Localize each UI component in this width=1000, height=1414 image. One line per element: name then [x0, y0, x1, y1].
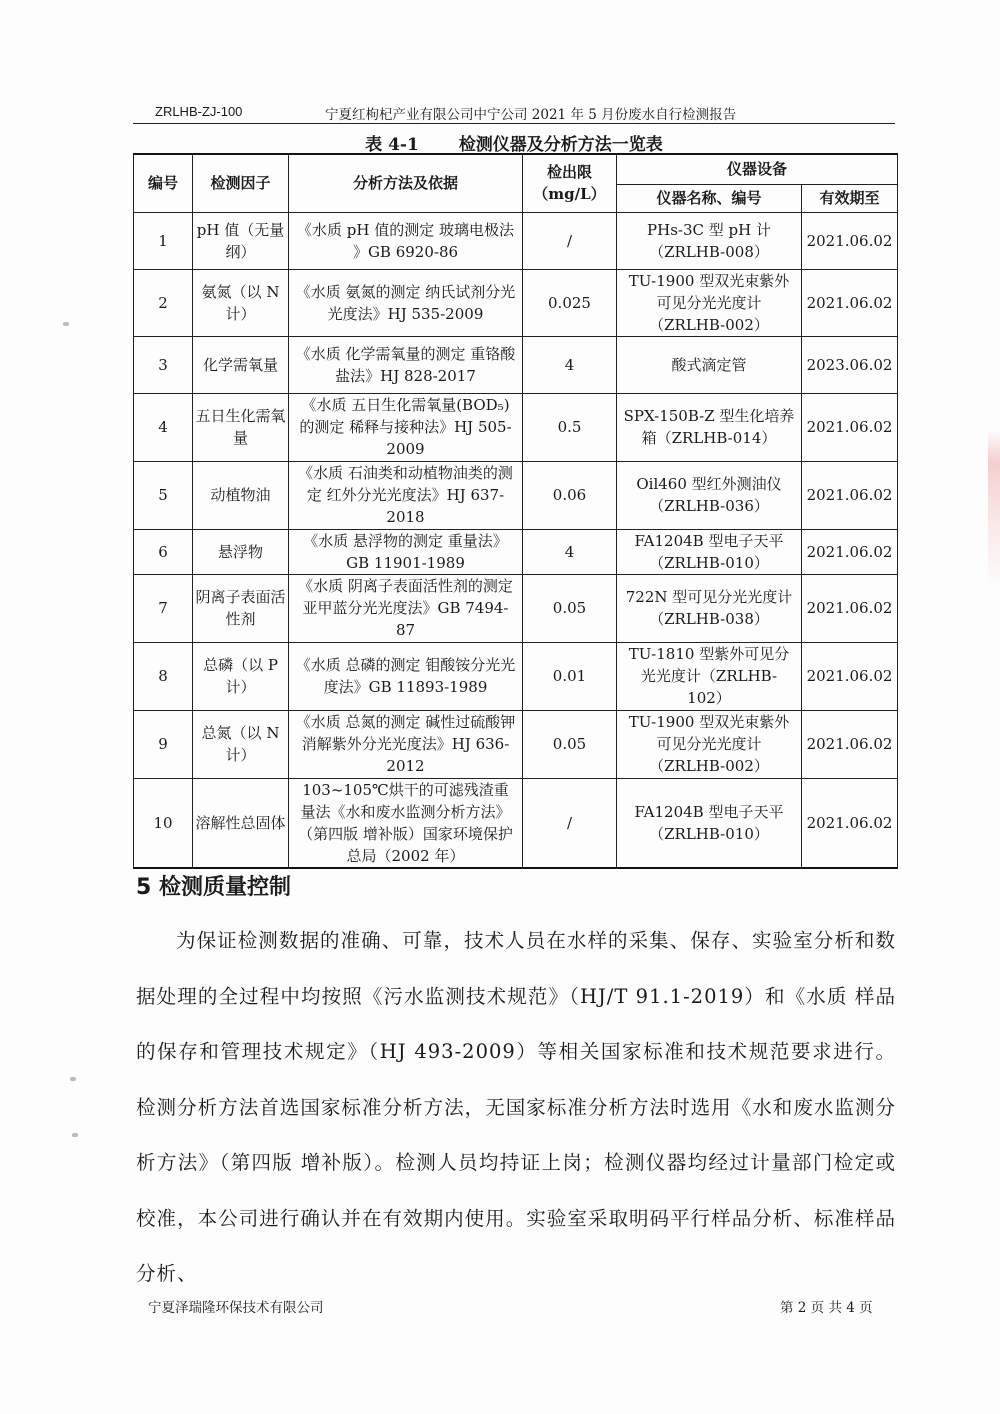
cell-limit: 0.01	[523, 642, 617, 710]
cell-no: 5	[134, 461, 193, 529]
cell-no: 2	[134, 269, 193, 336]
cell-factor: pH 值（无量纲）	[193, 212, 289, 269]
cell-no: 10	[134, 778, 193, 868]
report-code: ZRLHB-ZJ-100	[155, 104, 243, 119]
cell-factor: 氨氮（以 N 计）	[193, 269, 289, 336]
cell-equipment: SPX-150B-Z 型生化培养箱（ZRLHB-014）	[617, 393, 802, 461]
cell-limit: 0.05	[523, 574, 617, 642]
cell-equipment: FA1204B 型电子天平（ZRLHB-010）	[617, 778, 802, 868]
table-row	[134, 778, 898, 868]
table-row	[134, 574, 898, 642]
table-row	[134, 212, 898, 269]
table-row	[134, 269, 898, 336]
col-header-equip-name: 仪器名称、编号	[617, 184, 802, 212]
cell-limit: 0.025	[523, 269, 617, 336]
cell-no: 1	[134, 212, 193, 269]
cell-equipment: 722N 型可见分光光度计（ZRLHB-038）	[617, 574, 802, 642]
paragraph-text: 为保证检测数据的准确、可靠，技术人员在水样的采集、保存、实验室分析和数据处理的全过程中均按照《污水监测技术规范》（HJ/T 91.1-2019）和《水质 样品的保存和管理技术规定》（HJ 493-2009）等相关国家标准和技术规范要求进行。检测分析方法首选国家标准分析方法，无国家标准分析方法时选用《水和废水监测分析方法》（第四版 增补版）。检测人员均持证上岗；检测仪器均经过计量部门检定或校准，本公司进行确认并在有效期内使用。实验室采取明码平行样品分析、标准样品分析、	[136, 929, 896, 1285]
table-row	[134, 710, 898, 778]
cell-valid: 2021.06.02	[802, 461, 898, 529]
instrument-method-table	[133, 153, 898, 869]
scan-speck	[63, 322, 69, 326]
cell-valid: 2021.06.02	[802, 574, 898, 642]
table-number: 表 4-1	[365, 135, 419, 155]
cell-valid: 2021.06.02	[802, 642, 898, 710]
scan-speck	[72, 1133, 78, 1137]
footer-company: 宁夏泽瑞隆环保技术有限公司	[148, 1300, 324, 1316]
quality-control-paragraph	[136, 913, 896, 1302]
cell-factor: 化学需氧量	[193, 336, 289, 393]
cell-limit: 4	[523, 529, 617, 574]
scan-speck	[70, 1077, 76, 1081]
col-header-no: 编号	[134, 154, 193, 212]
cell-no: 6	[134, 529, 193, 574]
table-row	[134, 336, 898, 393]
report-title: 宁夏红枸杞产业有限公司中宁公司 2021 年 5 月份废水自行检测报告	[325, 107, 737, 123]
cell-equipment: TU-1900 型双光束紫外可见分光光度计（ZRLHB-002）	[617, 269, 802, 336]
table-row	[134, 642, 898, 710]
cell-valid: 2021.06.02	[802, 269, 898, 336]
cell-no: 9	[134, 710, 193, 778]
cell-method: 《水质 阴离子表面活性剂的测定 亚甲蓝分光光度法》GB 7494-87	[289, 574, 523, 642]
cell-no: 3	[134, 336, 193, 393]
section-heading: 5 检测质量控制	[136, 875, 291, 900]
footer-page-number: 第 2 页 共 4 页	[780, 1300, 873, 1316]
cell-factor: 动植物油	[193, 461, 289, 529]
cell-limit: /	[523, 778, 617, 868]
cell-method: 《水质 氨氮的测定 纳氏试剂分光光度法》HJ 535-2009	[289, 269, 523, 336]
cell-method: 《水质 悬浮物的测定 重量法》GB 11901-1989	[289, 529, 523, 574]
cell-method: 103~105℃烘干的可滤残渣重量法《水和废水监测分析方法》（第四版 增补版）国家环境保护总局（2002 年）	[289, 778, 523, 868]
cell-limit: 0.05	[523, 710, 617, 778]
cell-method: 《水质 五日生化需氧量(BOD₅)的测定 稀释与接种法》HJ 505-2009	[289, 393, 523, 461]
col-header-valid: 有效期至	[802, 184, 898, 212]
cell-factor: 阴离子表面活性剂	[193, 574, 289, 642]
cell-factor: 总磷（以 P 计）	[193, 642, 289, 710]
table-row	[134, 461, 898, 529]
cell-method: 《水质 总氮的测定 碱性过硫酸钾消解紫外分光光度法》HJ 636-2012	[289, 710, 523, 778]
cell-equipment: Oil460 型红外测油仪（ZRLHB-036）	[617, 461, 802, 529]
col-header-equipment: 仪器设备	[617, 154, 898, 184]
cell-limit: 0.5	[523, 393, 617, 461]
table-caption-text: 检测仪器及分析方法一览表	[458, 135, 663, 155]
cell-valid: 2021.06.02	[802, 212, 898, 269]
table-row	[134, 393, 898, 461]
cell-valid: 2021.06.02	[802, 778, 898, 868]
cell-equipment: TU-1900 型双光束紫外可见分光光度计（ZRLHB-002）	[617, 710, 802, 778]
cell-valid: 2023.06.02	[802, 336, 898, 393]
cell-equipment: PHs-3C 型 pH 计（ZRLHB-008）	[617, 212, 802, 269]
cell-method: 《水质 总磷的测定 钼酸铵分光光度法》GB 11893-1989	[289, 642, 523, 710]
cell-equipment: FA1204B 型电子天平（ZRLHB-010）	[617, 529, 802, 574]
seal-edge-mark	[988, 430, 1000, 590]
cell-valid: 2021.06.02	[802, 393, 898, 461]
header-divider	[133, 123, 895, 124]
table-row	[134, 529, 898, 574]
col-header-limit: 检出限（mg/L）	[523, 154, 617, 212]
cell-method: 《水质 化学需氧量的测定 重铬酸盐法》HJ 828-2017	[289, 336, 523, 393]
cell-limit: 4	[523, 336, 617, 393]
cell-no: 8	[134, 642, 193, 710]
cell-equipment: TU-1810 型紫外可见分光光度计（ZRLHB-102）	[617, 642, 802, 710]
cell-method: 《水质 石油类和动植物油类的测定 红外分光光度法》HJ 637-2018	[289, 461, 523, 529]
table-caption	[133, 130, 895, 155]
cell-limit: /	[523, 212, 617, 269]
cell-valid: 2021.06.02	[802, 529, 898, 574]
cell-limit: 0.06	[523, 461, 617, 529]
cell-no: 4	[134, 393, 193, 461]
cell-factor: 溶解性总固体	[193, 778, 289, 868]
cell-factor: 悬浮物	[193, 529, 289, 574]
cell-equipment: 酸式滴定管	[617, 336, 802, 393]
cell-no: 7	[134, 574, 193, 642]
cell-valid: 2021.06.02	[802, 710, 898, 778]
cell-factor: 五日生化需氧量	[193, 393, 289, 461]
cell-method: 《水质 pH 值的测定 玻璃电极法 》GB 6920-86	[289, 212, 523, 269]
col-header-method: 分析方法及依据	[289, 154, 523, 212]
cell-factor: 总氮（以 N 计）	[193, 710, 289, 778]
col-header-factor: 检测因子	[193, 154, 289, 212]
